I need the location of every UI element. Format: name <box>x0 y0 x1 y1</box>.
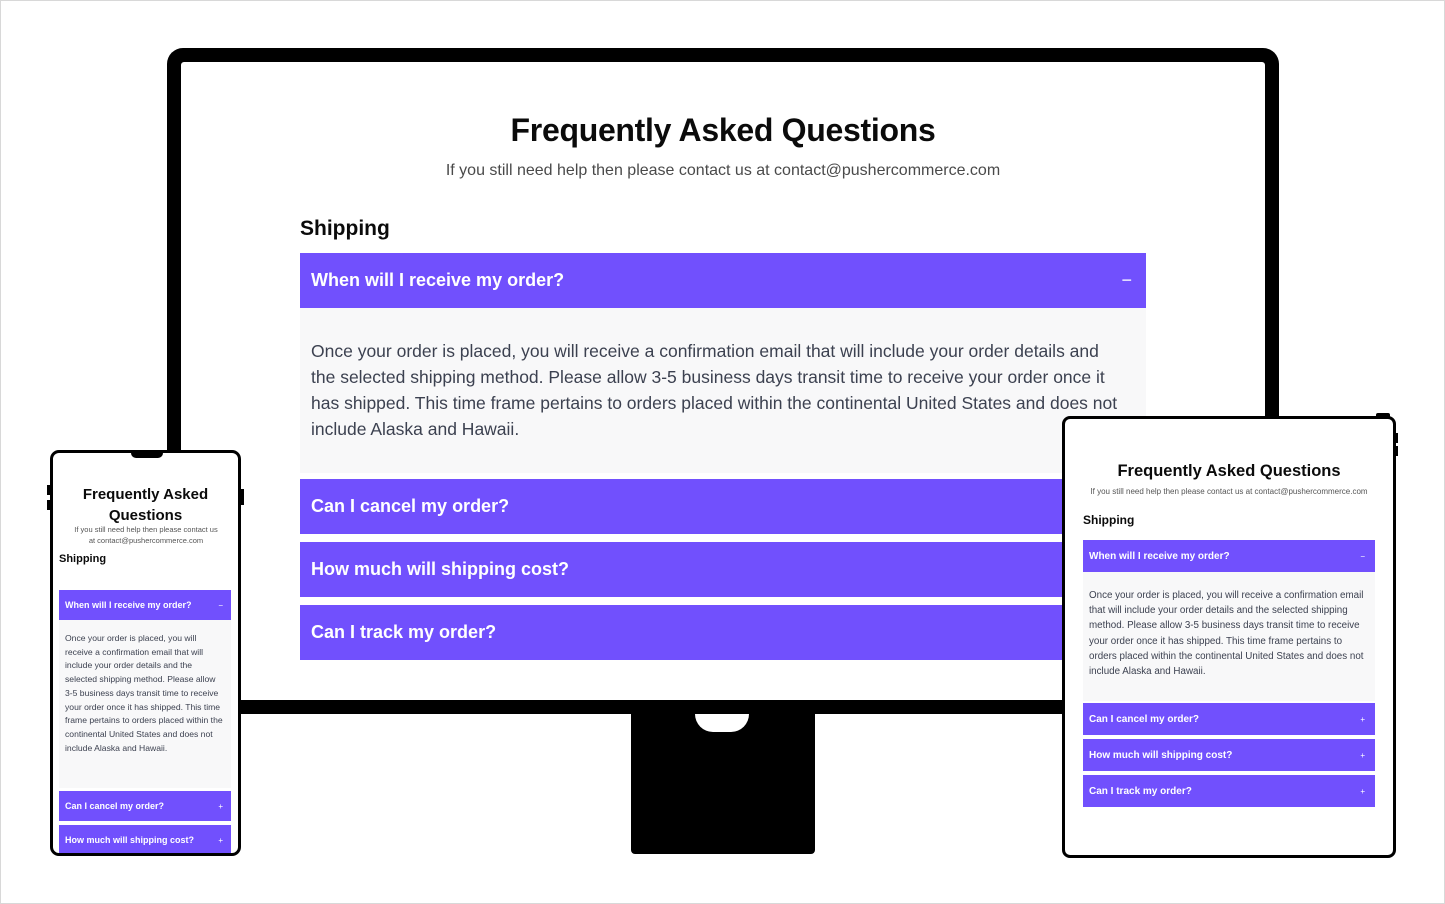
section-heading: Shipping <box>1083 513 1135 527</box>
faq-question-receive-order[interactable] <box>59 590 231 620</box>
phone-side-button <box>241 489 244 505</box>
question-label: Can I track my order? <box>311 622 497 642</box>
question-label: Can I track my order? <box>1089 785 1192 797</box>
expand-icon[interactable]: + <box>1360 750 1365 760</box>
expand-icon[interactable]: + <box>1360 714 1365 724</box>
faq-question-cancel-order[interactable] <box>1083 703 1375 735</box>
faq-question-track-order[interactable] <box>1083 775 1375 807</box>
faq-answer: Once your order is placed, you will receive a confirmation email that will include your order details and the selected shipping method. Please allow 3-5 business days transit time to receive your order once it has shipped. This time frame pertains to orders placed within the continental United States and does not include Alaska and Hawaii. <box>59 620 231 788</box>
page-title: Frequently Asked Questions <box>510 112 936 148</box>
faq-question-track-order[interactable] <box>300 605 1146 660</box>
faq-question-cancel-order[interactable] <box>59 791 231 821</box>
faq-answer: Once your order is placed, you will receive a confirmation email that will include your order details and the selected shipping method. Please allow 3-5 business days transit time to receive your order once it has shipped. This time frame pertains to orders placed within the continental United States and does not include Alaska and Hawaii. <box>1083 572 1375 701</box>
faq-accordion <box>1083 540 1375 811</box>
faq-accordion <box>59 590 231 856</box>
question-label: How much will shipping cost? <box>1089 749 1233 761</box>
faq-question-shipping-cost[interactable] <box>300 542 1146 597</box>
page-title: Frequently Asked Questions <box>1117 462 1341 480</box>
section-heading: Shipping <box>300 217 390 240</box>
section-heading: Shipping <box>59 553 107 565</box>
stand-cutout <box>695 714 749 732</box>
phone-notch <box>131 452 163 458</box>
faq-question-cancel-order[interactable] <box>300 479 1146 534</box>
faq-question-receive-order[interactable] <box>1083 540 1375 572</box>
faq-question-shipping-cost[interactable] <box>59 825 231 855</box>
question-label: When will I receive my order? <box>1089 550 1230 562</box>
page-subtitle: If you still need help then please contact us at contact@pushercommerce.com <box>445 162 1001 179</box>
faq-answer: Once your order is placed, you will receive a confirmation email that will include your order details and the selected shipping method. Please allow 3-5 business days transit time to receive your order once it has shipped. This time frame pertains to orders placed within the continental United States and does not include Alaska and Hawaii. <box>300 308 1146 473</box>
faq-question-shipping-cost[interactable] <box>1083 739 1375 771</box>
expand-icon[interactable]: + <box>218 801 223 811</box>
monitor-stand <box>631 714 815 854</box>
collapse-icon[interactable]: − <box>218 600 223 610</box>
expand-icon[interactable]: + <box>1360 786 1365 796</box>
question-label: When will I receive my order? <box>65 600 192 610</box>
faq-accordion <box>300 253 1146 668</box>
phone-device <box>50 450 241 856</box>
question-label: Can I cancel my order? <box>311 496 510 516</box>
collapse-icon[interactable]: − <box>1360 551 1365 561</box>
tablet-device <box>1062 416 1396 858</box>
question-label: How much will shipping cost? <box>311 559 570 579</box>
question-label: Can I cancel my order? <box>1089 713 1200 725</box>
page-subtitle <box>71 525 221 546</box>
subtitle-line: If you still need help then please contact us <box>74 525 218 534</box>
question-label: Can I cancel my order? <box>65 801 165 811</box>
page-title: Frequently Asked Questions <box>82 486 209 524</box>
page-subtitle: If you still need help then please contact us at contact@pushercommerce.com <box>1090 487 1368 496</box>
subtitle-line: at contact@pushercommerce.com <box>88 535 204 545</box>
expand-icon[interactable]: + <box>218 835 223 845</box>
collapse-icon[interactable]: − <box>1121 270 1132 290</box>
faq-question-receive-order[interactable] <box>300 253 1146 308</box>
question-label: How much will shipping cost? <box>65 835 195 845</box>
question-label: When will I receive my order? <box>311 270 565 290</box>
